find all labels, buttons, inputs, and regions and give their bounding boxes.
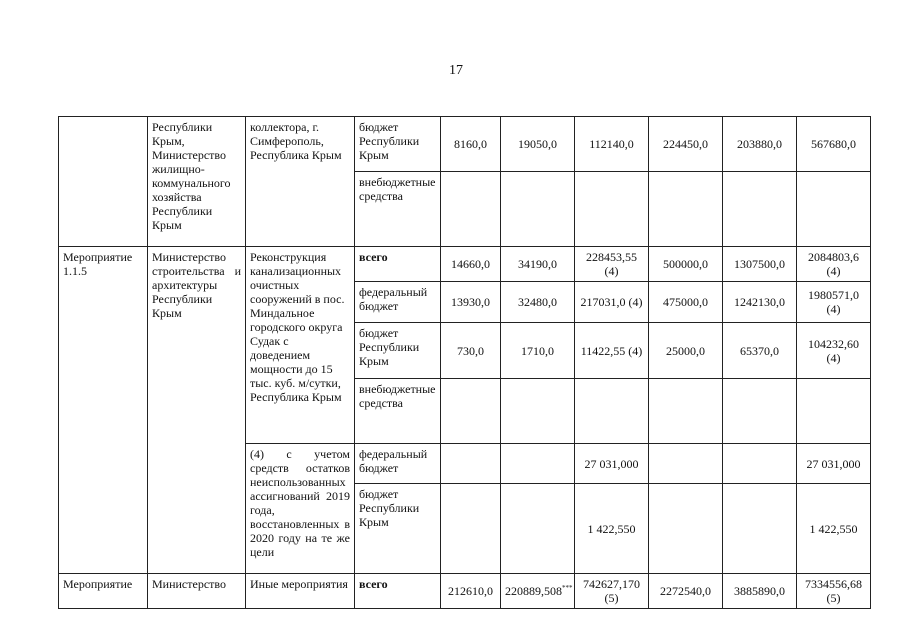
object-cell: коллектора, г. Симферополь, Республика Крым	[246, 117, 355, 247]
value-cell: 1242130,0	[723, 282, 797, 323]
object-cell: Иные мероприятия	[246, 574, 355, 609]
value-cell: 1710,0	[501, 323, 575, 379]
value-cell	[441, 379, 501, 444]
value-cell: 14660,0	[441, 247, 501, 282]
value-cell: 112140,0	[575, 117, 649, 172]
value-cell: 27 031,000	[575, 444, 649, 484]
value-cell: 11422,55 (4)	[575, 323, 649, 379]
value-cell: 228453,55 (4)	[575, 247, 649, 282]
value-text: 220889,508	[505, 584, 562, 598]
value-cell: 2084803,6 (4)	[797, 247, 871, 282]
event-cell: Мероприятие	[59, 574, 148, 609]
value-cell: 212610,0	[441, 574, 501, 609]
value-cell: 8160,0	[441, 117, 501, 172]
value-cell: 1980571,0 (4)	[797, 282, 871, 323]
note-cell: (4) с учетом средств остатков неиспользованных ассигнований 2019 года, восстановленных в 2020 году на те же цели	[246, 444, 355, 574]
value-cell	[649, 172, 723, 247]
value-cell	[501, 172, 575, 247]
value-cell	[441, 484, 501, 574]
source-cell: бюджет Республики Крым	[355, 117, 441, 172]
value-cell: 567680,0	[797, 117, 871, 172]
source-cell: бюджет Республики Крым	[355, 484, 441, 574]
budget-table	[58, 116, 871, 609]
value-cell: 34190,0	[501, 247, 575, 282]
executor-cell: Республики Крым, Министерство жилищно-коммунального хозяйства Республики Крым	[148, 117, 246, 247]
value-cell: 475000,0	[649, 282, 723, 323]
value-cell: 27 031,000	[797, 444, 871, 484]
value-cell	[723, 444, 797, 484]
value-cell: 2272540,0	[649, 574, 723, 609]
value-cell	[649, 379, 723, 444]
value-cell: 224450,0	[649, 117, 723, 172]
value-cell: 500000,0	[649, 247, 723, 282]
value-cell: 217031,0 (4)	[575, 282, 649, 323]
value-cell	[797, 379, 871, 444]
source-cell: бюджет Республики Крым	[355, 323, 441, 379]
value-cell	[501, 379, 575, 444]
value-cell: 7334556,68 (5)	[797, 574, 871, 609]
value-cell	[441, 444, 501, 484]
value-cell	[501, 484, 575, 574]
value-cell: 13930,0	[441, 282, 501, 323]
value-cell: 104232,60 (4)	[797, 323, 871, 379]
value-cell	[575, 172, 649, 247]
value-cell: 1307500,0	[723, 247, 797, 282]
executor-cell: Министерство строительства и архитектуры Республики Крым	[148, 247, 246, 574]
value-cell: 203880,0	[723, 117, 797, 172]
value-cell	[575, 379, 649, 444]
source-cell: всего	[355, 247, 441, 282]
source-cell: всего	[355, 574, 441, 609]
table-row	[59, 117, 871, 172]
value-cell: 25000,0	[649, 323, 723, 379]
value-cell: 32480,0	[501, 282, 575, 323]
value-cell	[441, 172, 501, 247]
value-cell: 3885890,0	[723, 574, 797, 609]
page-number: 17	[449, 63, 463, 78]
value-cell: 65370,0	[723, 323, 797, 379]
value-cell	[723, 484, 797, 574]
value-cell	[723, 172, 797, 247]
object-cell: Реконструкция канализационных очистных сооружений в пос. Миндальное городского округа Судак с доведением мощности до 15 тыс. куб. м/сутки, Республика Крым	[246, 247, 355, 444]
source-cell: федеральный бюджет	[355, 282, 441, 323]
value-cell: 1 422,550	[575, 484, 649, 574]
value-cell	[797, 172, 871, 247]
table-row	[59, 247, 871, 282]
value-cell	[501, 574, 575, 609]
source-cell: федеральный бюджет	[355, 444, 441, 484]
value-cell: 730,0	[441, 323, 501, 379]
value-cell: 1 422,550	[797, 484, 871, 574]
source-cell: внебюджетные средства	[355, 172, 441, 247]
event-cell: Мероприятие 1.1.5	[59, 247, 148, 574]
value-cell	[723, 379, 797, 444]
executor-cell: Министерство	[148, 574, 246, 609]
source-cell: внебюджетные средства	[355, 379, 441, 444]
table-row	[59, 574, 871, 609]
footnote-marker: ***	[562, 584, 573, 592]
value-cell: 19050,0	[501, 117, 575, 172]
event-cell	[59, 117, 148, 247]
value-cell	[501, 444, 575, 484]
value-cell	[649, 484, 723, 574]
value-cell: 742627,170 (5)	[575, 574, 649, 609]
value-cell	[649, 444, 723, 484]
